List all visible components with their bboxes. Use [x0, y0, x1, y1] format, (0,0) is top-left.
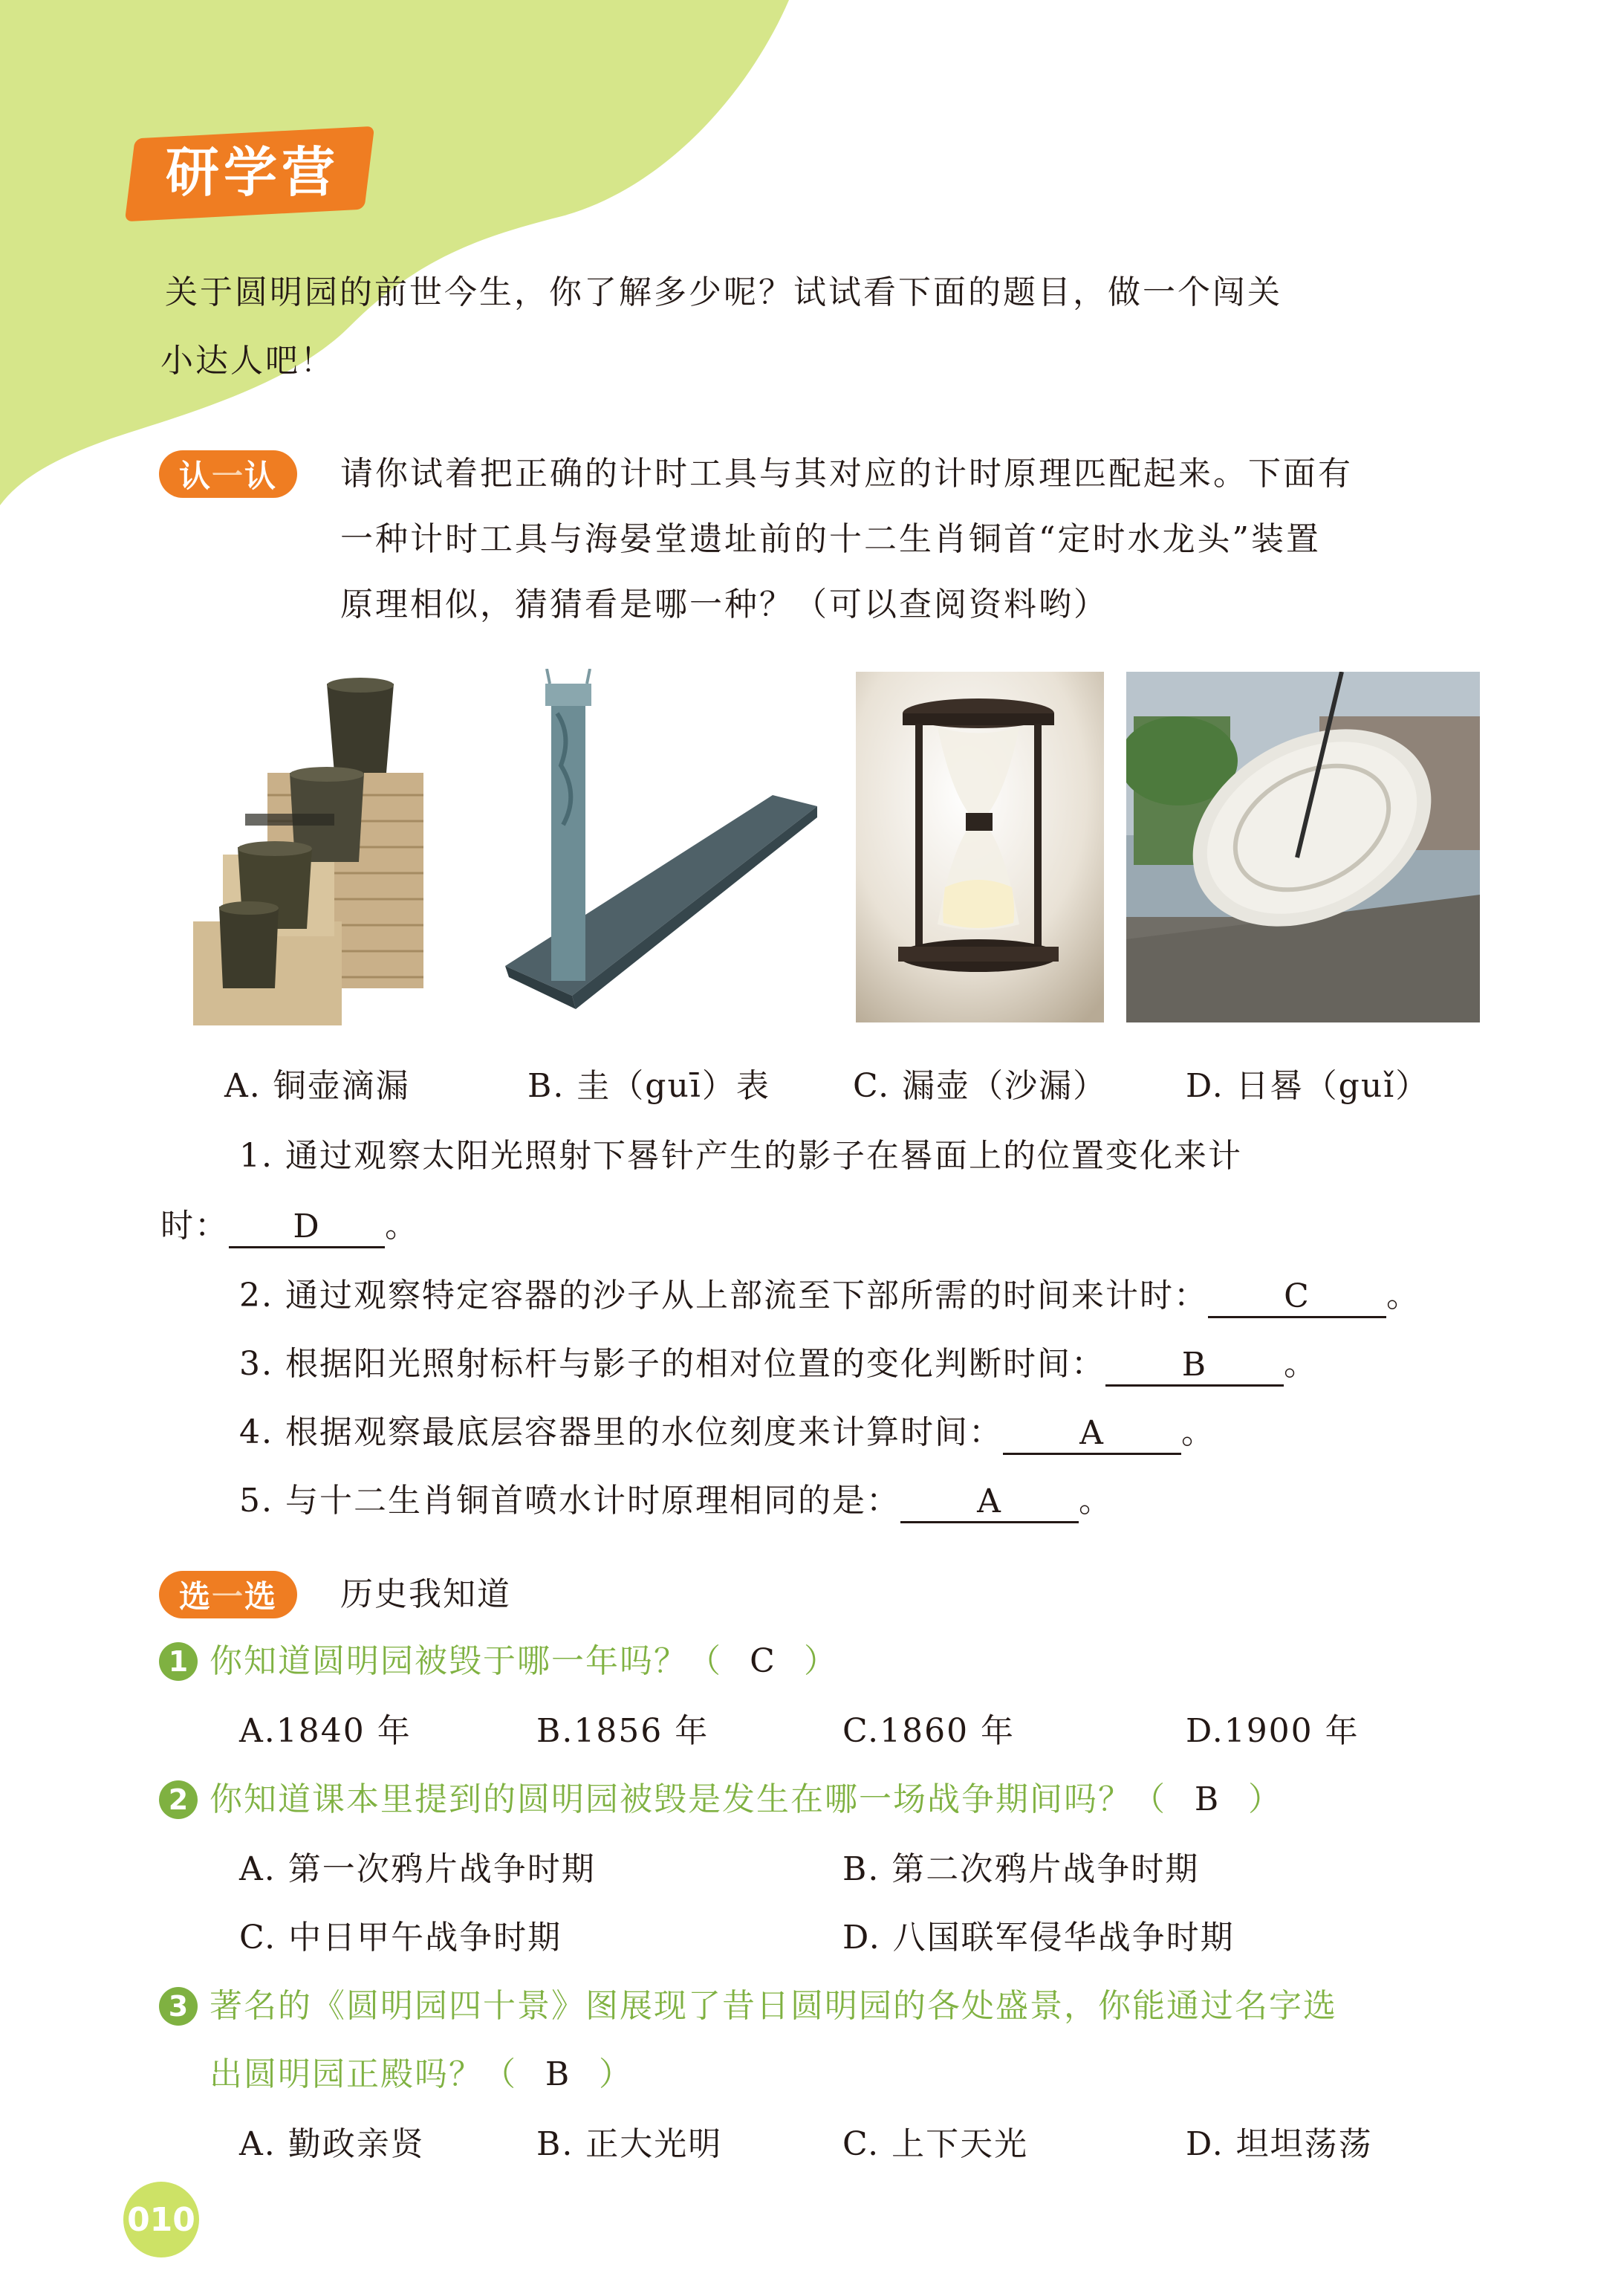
question-answer: C	[750, 1642, 776, 1680]
section1-instruction	[340, 441, 1484, 638]
answer-blank: D	[229, 1205, 385, 1248]
question-text: 5. 与十二生肖铜首喷水计时原理相同的是：	[239, 1482, 900, 1520]
question-suffix: 。	[1283, 1345, 1318, 1383]
question-suffix: 。	[1180, 1413, 1215, 1451]
section-badge-identify	[159, 450, 297, 498]
page-number: 010	[123, 2182, 199, 2257]
page-title: 研学营	[165, 141, 340, 204]
q2-option-b: B. 第二次鸦片战争时期	[842, 1850, 1200, 1888]
section-badge-choose	[159, 1571, 297, 1618]
question-text: 2. 通过观察特定容器的沙子从上部流至下部所需的时间来计时：	[239, 1277, 1208, 1315]
instruction-line: 原理相似，猜猜看是哪一种？（可以查阅资料哟）	[340, 586, 1108, 623]
match-question-5	[239, 1479, 1113, 1523]
question-text: 你知道圆明园被毁于哪一年吗？（	[210, 1642, 722, 1680]
question-suffix: 。	[385, 1207, 419, 1245]
intro-line-2	[162, 327, 1472, 395]
badge-char: 认	[178, 458, 212, 494]
match-question-1-line-2	[160, 1204, 419, 1248]
instruction-line: 请你试着把正确的计时工具与其对应的计时原理匹配起来。下面有	[340, 455, 1353, 493]
intro-line-2-text: 小达人吧！	[160, 342, 335, 380]
question-text: 3. 根据阳光照射标杆与影子的相对位置的变化判断时间：	[239, 1345, 1105, 1383]
question-prefix: 时：	[160, 1207, 229, 1245]
q3-option-c: C. 上下天光	[842, 2125, 1029, 2163]
q1-option-b: B.1856 年	[536, 1712, 709, 1750]
water-clock-image	[178, 661, 461, 1033]
history-question-3-line-2	[210, 2052, 633, 2097]
q3-option-a: A. 勤政亲贤	[239, 2125, 425, 2163]
history-question-3-line-1: 著名的《圆明园四十景》图展现了昔日圆明园的各处盛景，你能通过名字选	[210, 1987, 1337, 2025]
sundial-image	[1126, 672, 1480, 1022]
option-d: D. 日晷（guǐ）	[1186, 1067, 1430, 1105]
question-number-3: 3	[159, 1987, 198, 2026]
q2-option-a: A. 第一次鸦片战争时期	[239, 1850, 596, 1888]
question-text: 出圆明园正殿吗？（	[210, 2055, 517, 2093]
question-text: 4. 根据观察最底层容器里的水位刻度来计算时间：	[239, 1413, 1003, 1451]
question-answer: B	[1194, 1780, 1221, 1818]
question-answer: B	[545, 2055, 571, 2093]
answer-blank: B	[1105, 1343, 1284, 1387]
history-question-1	[210, 1639, 838, 1684]
q1-option-d: D.1900 年	[1186, 1712, 1360, 1750]
match-question-1-line-1: 1. 通过观察太阳光照射下晷针产生的影子在晷面上的位置变化来计	[239, 1137, 1242, 1175]
answer-blank: C	[1208, 1274, 1386, 1318]
match-question-3	[239, 1342, 1318, 1387]
option-a: A. 铜壶滴漏	[224, 1067, 410, 1105]
question-suffix: 。	[1078, 1482, 1113, 1520]
question-close: ）	[1248, 1780, 1282, 1818]
q1-option-c: C.1860 年	[842, 1712, 1016, 1750]
q2-option-c: C. 中日甲午战争时期	[239, 1919, 562, 1957]
match-question-4	[239, 1410, 1215, 1455]
intro-line-1: 关于圆明园的前世今生，你了解多少呢？试试看下面的题目，做一个闯关	[165, 273, 1282, 311]
question-number-2: 2	[159, 1780, 198, 1819]
question-close: ）	[804, 1642, 838, 1680]
question-number-1: 1	[159, 1642, 198, 1681]
section2-title: 历史我知道	[340, 1575, 511, 1613]
badge-char: 认	[244, 458, 278, 494]
answer-blank: A	[1003, 1411, 1181, 1455]
badge-char: 一	[211, 1578, 244, 1615]
instruction-line: 一种计时工具与海晏堂遗址前的十二生肖铜首“定时水龙头”装置	[340, 520, 1321, 558]
q3-option-d: D. 坦坦荡荡	[1186, 2125, 1373, 2163]
badge-char: 选	[244, 1578, 278, 1615]
question-close: ）	[599, 2055, 633, 2093]
match-question-2	[239, 1274, 1420, 1318]
intro-paragraph	[160, 259, 1472, 395]
q1-option-a: A.1840 年	[239, 1712, 412, 1750]
question-suffix: 。	[1386, 1277, 1420, 1315]
option-b: B. 圭（guī）表	[527, 1067, 770, 1105]
badge-char: 一	[211, 458, 244, 494]
q3-option-b: B. 正大光明	[536, 2125, 723, 2163]
answer-blank: A	[900, 1479, 1079, 1523]
option-c: C. 漏壶（沙漏）	[853, 1067, 1108, 1105]
gnomon-image	[490, 669, 832, 1018]
hourglass-image	[856, 672, 1104, 1022]
history-question-2	[210, 1777, 1282, 1822]
question-text: 你知道课本里提到的圆明园被毁是发生在哪一场战争期间吗？（	[210, 1780, 1166, 1818]
q2-option-d: D. 八国联军侵华战争时期	[842, 1919, 1235, 1957]
badge-char: 选	[178, 1578, 212, 1615]
